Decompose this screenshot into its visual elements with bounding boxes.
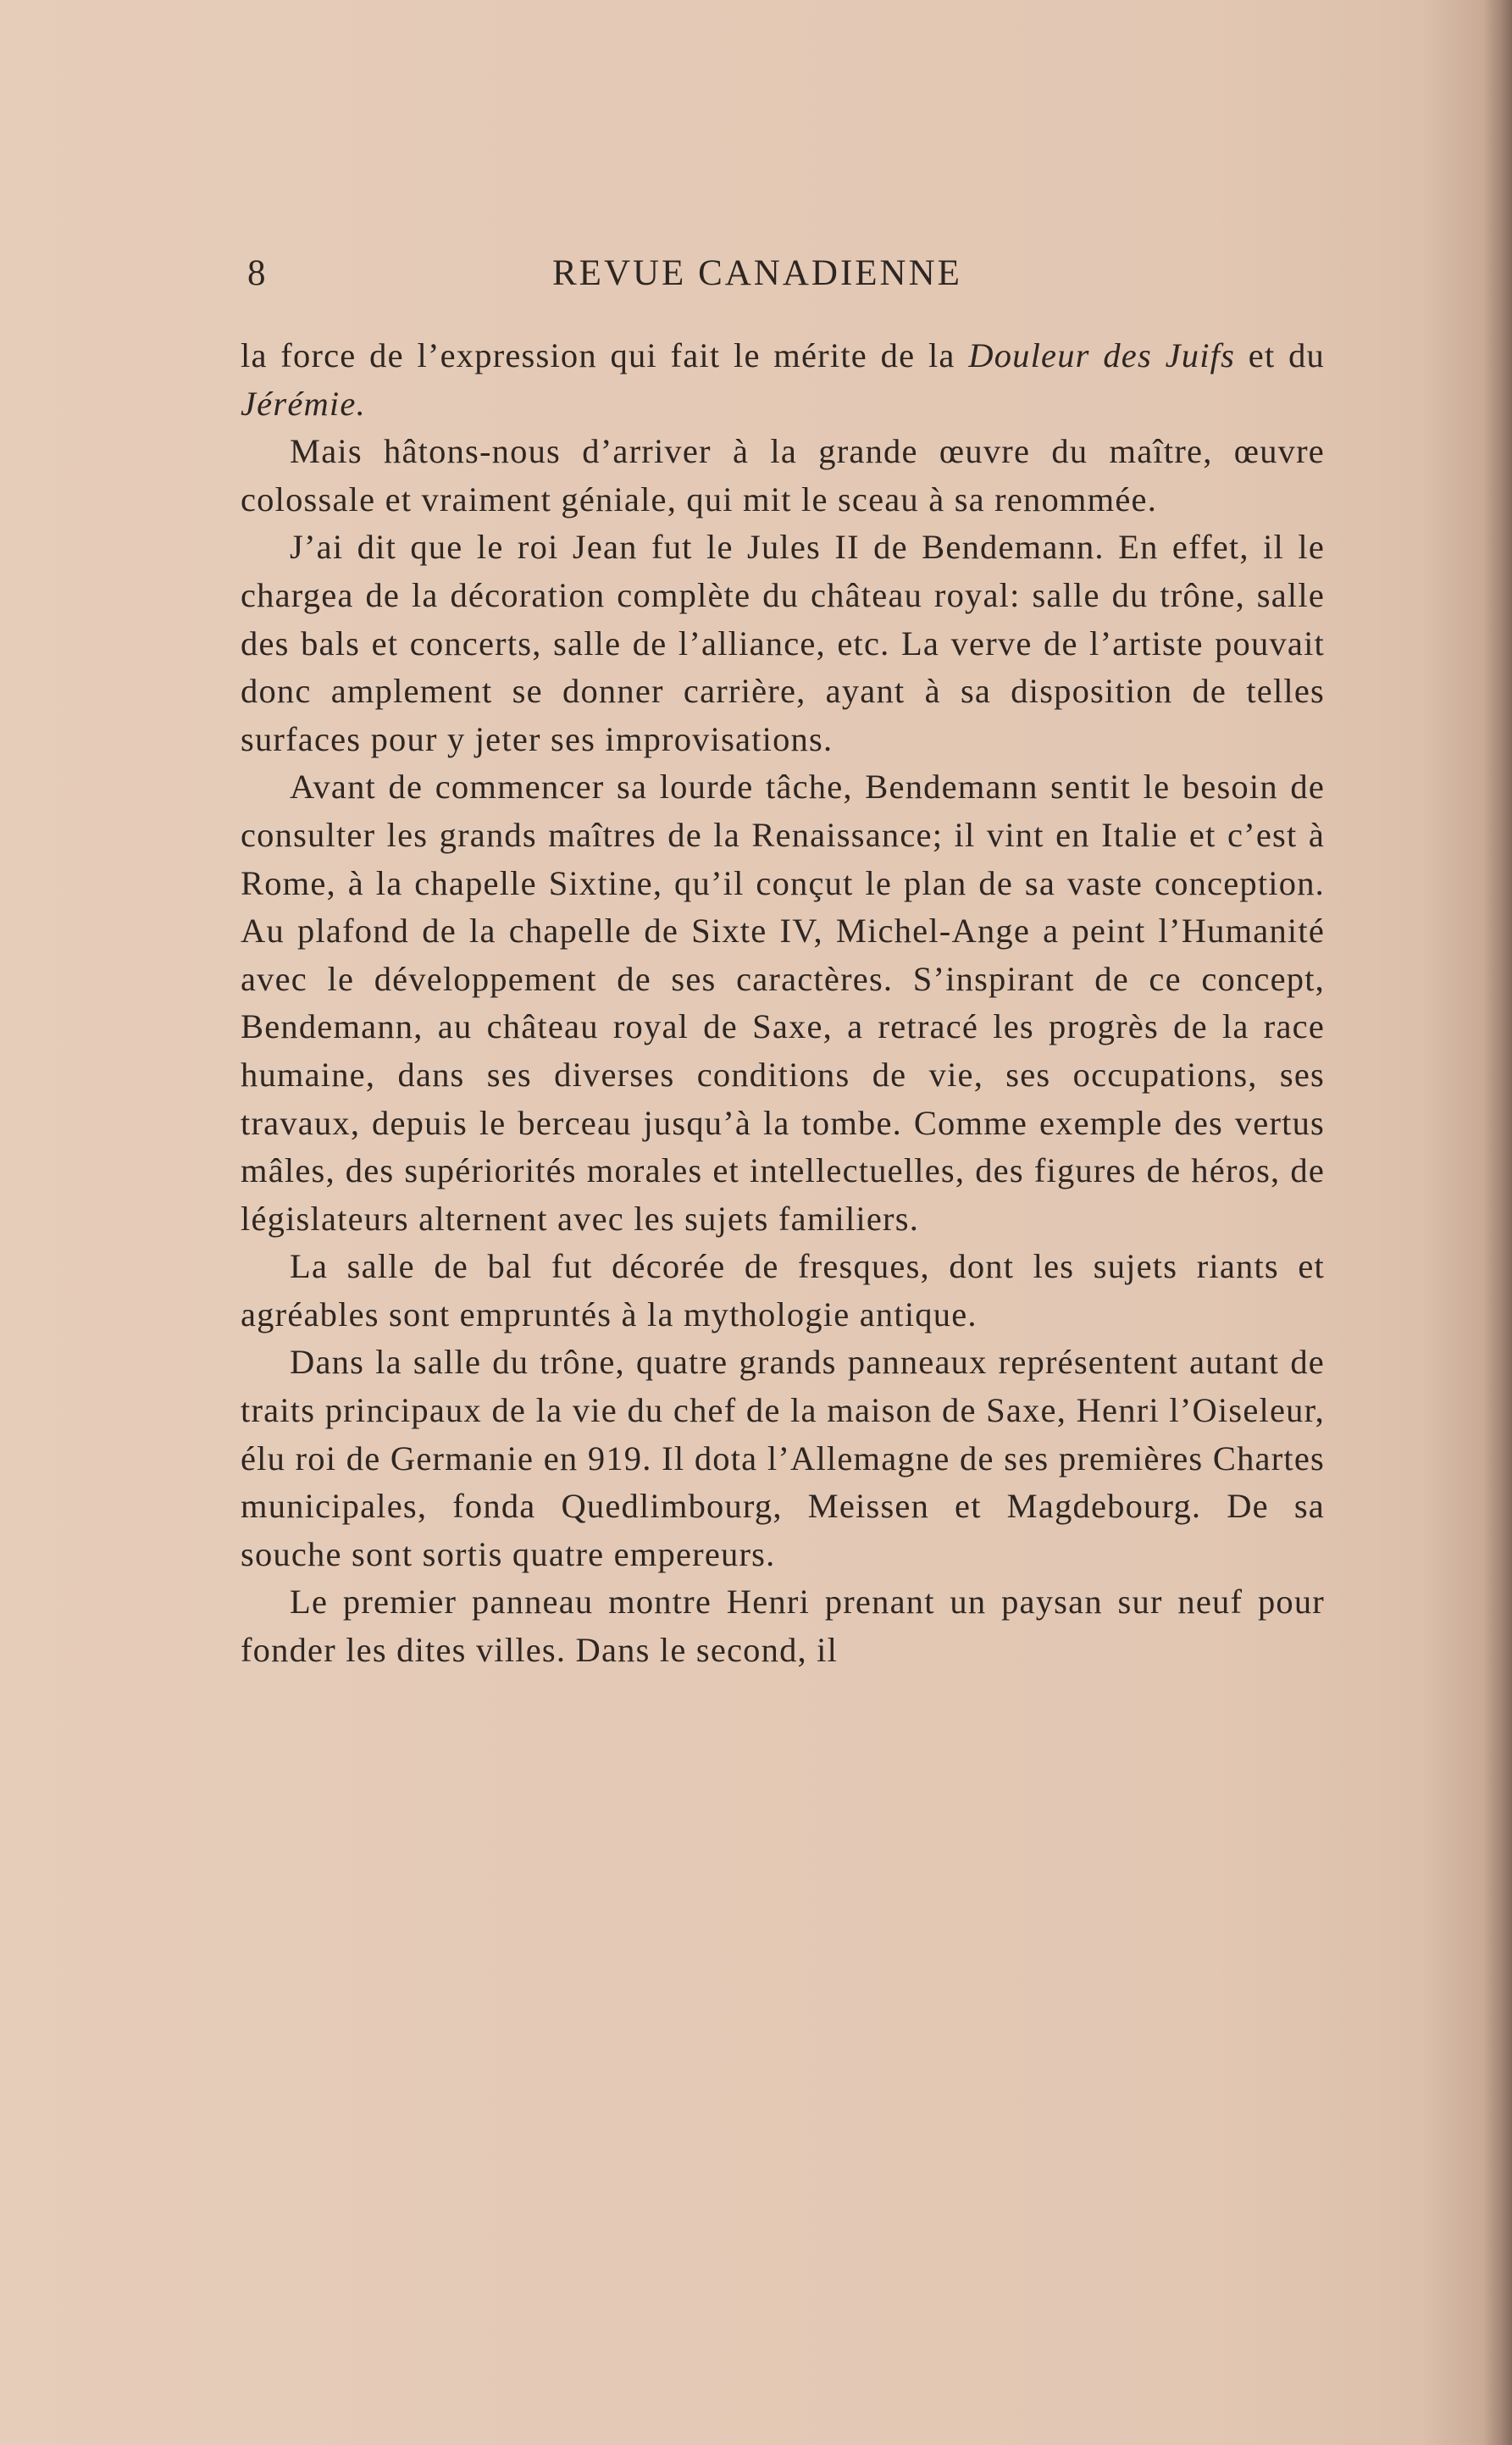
paragraph [241,1339,1325,1578]
paragraph-text: Mais hâtons-nous d’arriver à la grande œuvre du maître, œuvre colossale et vraiment géniale, qui mit le sceau à sa renommée. [241,432,1325,518]
running-head: REVUE CANADIENNE [552,253,962,293]
paragraph [241,1243,1325,1339]
paragraph-text: la force de l’expression qui fait le mérite de la [241,336,969,374]
paragraph-text: et du [1235,336,1325,374]
paragraph-text: Dans la salle du trône, quatre grands panneaux représentent autant de traits principaux de la vie du chef de la maison de Saxe, Henri l’Oiseleur, élu roi de Germanie en 919. Il dota l’Allemagne de ses premières Chartes municipales, fonda Quedlimbourg, Meissen et Magdebourg. De sa souche sont sortis quatre empereurs. [241,1343,1325,1573]
italic-title: Jérémie. [241,384,366,423]
paragraph-text: Avant de commencer sa lourde tâche, Bendemann sentit le besoin de consulter les grands maîtres de la Renaissance; il vint en Italie et c’est à Rome, à la chapelle Sixtine, qu’il conçut le plan de sa vaste conception. Au plafond de la chapelle de Sixte IV, Michel-Ange a peint l’Humanité avec le développement de ses caractères. S’inspirant de ce concept, Bendemann, au château royal de Saxe, a retracé les progrès de la race humaine, dans ses diverses conditions de vie, ses occupations, ses travaux, depuis le berceau jusqu’à la tombe. Comme exemple des vertus mâles, des supériorités morales et intellectuelles, des figures de héros, de législateurs alternent avec les sujets familiers. [241,768,1325,1238]
paragraph [241,524,1325,763]
paragraph [241,1578,1325,1674]
body-text [241,332,1325,1675]
italic-title: Douleur des Juifs [968,336,1236,374]
paragraph-text: La salle de bal fut décorée de fresques, dont les sujets riants et agréables sont empruntés à la mythologie antique. [241,1247,1325,1333]
page-header [247,252,1323,303]
paragraph [241,428,1325,524]
paragraph [241,763,1325,1243]
paragraph-text: Le premier panneau montre Henri prenant un paysan sur neuf pour fonder les dites villes. Dans le second, il [241,1583,1325,1670]
page-number: 8 [247,253,267,293]
page-gutter-shadow [1483,0,1512,2445]
paragraph [241,332,1325,428]
paragraph-text: J’ai dit que le roi Jean fut le Jules II de Bendemann. En effet, il le chargea de la décoration complète du château royal: salle du trône, salle des bals et concerts, salle de l’alliance, etc. La verve de l’artiste pouvait donc amplement se donner carrière, ayant à sa disposition de telles surfaces pour y jeter ses improvisations. [241,528,1325,758]
